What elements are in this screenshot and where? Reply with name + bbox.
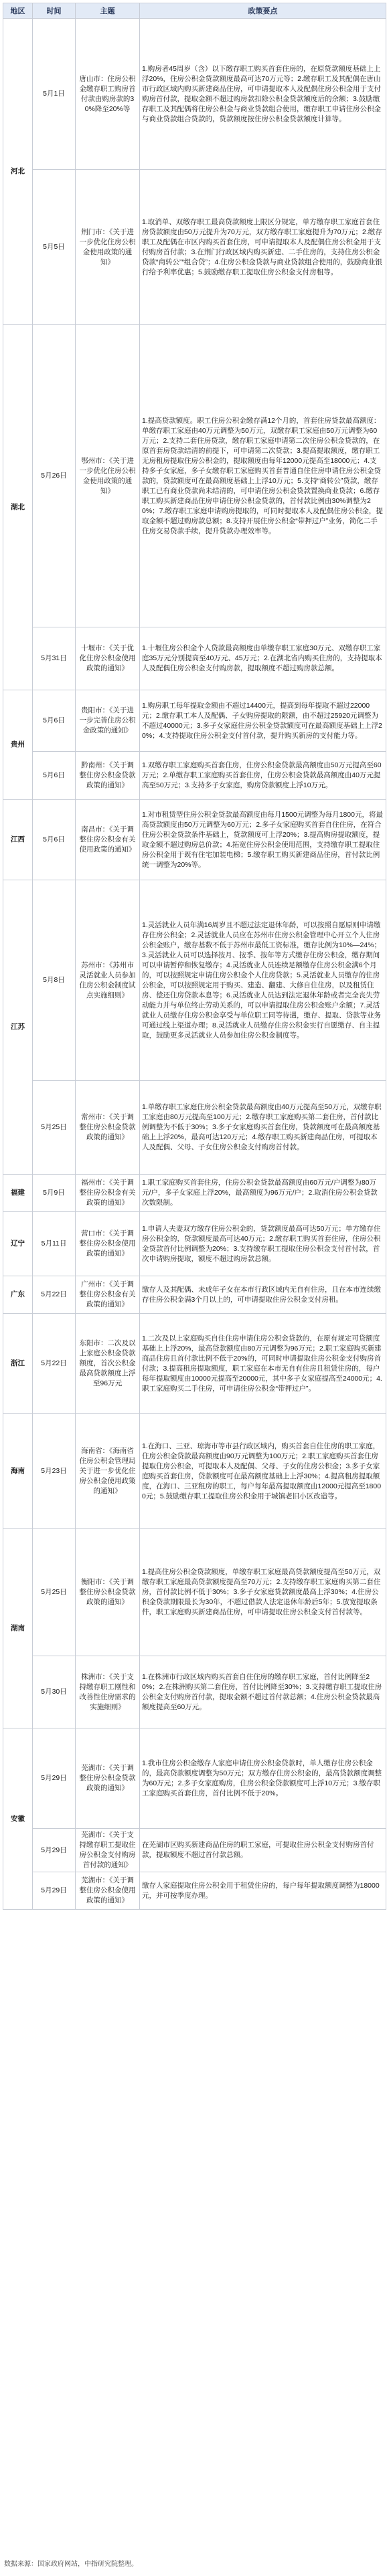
cell-date: 5月6日 xyxy=(33,690,76,752)
cell-region: 河北 xyxy=(3,19,33,325)
cell-detail: 1.购房职工每年提取金额由不超过14400元，提高到每年提取不超过22000元；2.缴存职工本人及配偶、子女购房提取的限额，由不超过25920元调整为不超过40000元；3.多子女家庭住房公积金贷款额度可在最高额度基础上上浮20%；4.支持提取住房公积金支付首付款，提升购买新房的支付能力等。 xyxy=(140,690,386,752)
cell-region: 广东 xyxy=(3,1276,33,1314)
cell-detail: 1.职工家庭购买首套住房，住房公积金贷款最高额度由60万元/户调整为80万元/户，多子女家庭上浮20%，最高额度为96万元/户；2.取消住房公积金贷款次数限制。 xyxy=(140,1175,386,1212)
cell-detail: 1.购房者45周岁（含）以下缴存职工购买首套住房的，在原贷款额度基础上上浮20%，住房公积金贷款额度最高可达70万元等；2.缴存职工及其配偶在唐山市行政区域内购买新建商品住房，可申请提取本人及配偶住房公积金用于支付购房首付款，提取金额不超过购房款扣除公积金贷款额度后的余额；3.鼓励缴存职工及其配偶将住房公积金与商业贷款组合使用，缴存职工申请住房公积金与商业贷款组合贷款的，贷款额度按住房公积金贷款额度计算等。 xyxy=(140,19,386,170)
policy-table xyxy=(3,3,386,1910)
table-row xyxy=(3,1656,386,1728)
cell-subject: 海南省：《海南省住房公积金管理局关于进一步优化住房公积金使用政策的通知》 xyxy=(76,1414,140,1529)
cell-region: 贵州 xyxy=(3,690,33,800)
cell-date: 5月29日 xyxy=(33,1872,76,1910)
cell-region: 安徽 xyxy=(3,1728,33,1910)
table-row xyxy=(3,19,386,170)
header-date: 时间 xyxy=(33,3,76,19)
cell-date: 5月29日 xyxy=(33,1829,76,1872)
table-row xyxy=(3,1529,386,1656)
cell-detail: 1.十堰住房公积金个人贷款最高额度由单缴存职工家庭30万元、双缴存职工家庭35万元分别提高至40万元、45万元；2.在湖北省内购买住房的，支持提取本人及配偶住房公积金支付购房款，提取额度不超过购房款总额。 xyxy=(140,627,386,690)
cell-date: 5月6日 xyxy=(33,752,76,800)
cell-subject: 芜湖市：《关于调整住房公积金贷款政策的通知》 xyxy=(76,1728,140,1829)
table-row xyxy=(3,1081,386,1175)
cell-date: 5月22日 xyxy=(33,1314,76,1414)
cell-date: 5月8日 xyxy=(33,880,76,1081)
table-row xyxy=(3,325,386,627)
table-row xyxy=(3,800,386,880)
cell-detail: 1.提高住房公积金贷款额度，单缴存职工家庭最高贷款额度提高至50万元，双缴存职工家庭最高贷款额度提高至70万元；2.支持缴存职工家庭购买第二套住房，首付款比例不低于30%；3.多子女家庭贷款额度最高上浮30%；4.住房公积金贷款期限最长为30年，不超过借款人法定退休年龄后5年；5.放宽提取条件，职工家庭购买新建商品住房，可申请提取住房公积金支付首付款等。 xyxy=(140,1529,386,1656)
cell-subject: 唐山市：住房公积金缴存职工购房首付款由购房款的30%降至20%等 xyxy=(76,19,140,170)
table-body xyxy=(3,19,386,1910)
header-region: 地区 xyxy=(3,3,33,19)
cell-detail: 在芜湖市区购买新建商品住房的职工家庭，可提取住房公积金支付购房首付款，提取额度不超过首付款总额。 xyxy=(140,1829,386,1872)
table-row xyxy=(3,1829,386,1872)
cell-region: 江西 xyxy=(3,800,33,880)
cell-region: 福建 xyxy=(3,1175,33,1212)
cell-date: 5月23日 xyxy=(33,1414,76,1529)
cell-region: 湖南 xyxy=(3,1529,33,1728)
cell-subject: 鄂州市：《关于进一步优化住房公积金使用政策的通知》 xyxy=(76,325,140,627)
cell-detail: 1.在株洲市行政区域内购买首套自住住房的缴存职工家庭，首付比例降至20%；2.在株洲购买第二套住房，首付比例降至30%；3.支持缴存职工提取住房公积金支付购房首付款，提取金额不超过首付款总额；4.住房公积金贷款最高额度提高至60万元。 xyxy=(140,1656,386,1728)
cell-region: 辽宁 xyxy=(3,1212,33,1276)
cell-detail: 1.提高贷款额度。职工住房公积金缴存满12个月的，首套住房贷款最高额度：单缴存职工家庭由40万元调整为50万元，双缴存职工家庭由50万元调整为60万元；2.支持二套住房贷款，缴存职工家庭申请第二次住房公积金贷款的，在原首套房贷款结清的前提下，可申请第二次贷款；3.提高提取额度，缴存职工无房租房提取住房公积金的，提取额度由每年12000元提高至18000元；4.支持多子女家庭，多子女缴存职工家庭购买首套普通自住住房申请住房公积金贷款的，贷款额度可在最高额度基础上上浮10万元；5.支持“商转公”贷款，缴存职工已有商业贷款尚未结清的，可申请住房公积金贷款置换商业贷款；6.缴存职工购买新建商品住房申请住房公积金贷款的，首付款比例由30%调整为20%；7.缴存职工家庭申请购房提取的，可同时提取本人及配偶住房公积金，提取金额不超过购房款总额；8.支持开展住房公积金“带押过户”业务，简化二手住房交易贷款手续，提升贷款办理效率等。 xyxy=(140,325,386,627)
cell-date: 5月30日 xyxy=(33,1656,76,1728)
table-row xyxy=(3,1728,386,1829)
cell-detail: 1.我市住房公积金缴存人家庭申请住房公积金贷款时，单人缴存住房公积金的，最高贷款额度调整为50万元；双方缴存住房公积金的，最高贷款额度调整为60万元；2.多子女家庭购房，住房公积金贷款额度可上浮10万元；3.缴存职工家庭购买首套住房，首付比例不低于20%。 xyxy=(140,1728,386,1829)
cell-subject: 贵阳市：《关于进一步完善住房公积金政策的通知》 xyxy=(76,690,140,752)
cell-detail: 1.双缴存职工家庭购买首套住房，住房公积金贷款最高额度由50万元提高至60万元；2.单缴存职工家庭购买首套住房，住房公积金贷款最高额度由40万元提高至50万元；3.支持多子女家庭，购房贷款额度上浮10万元。 xyxy=(140,752,386,800)
table-row xyxy=(3,1212,386,1276)
cell-subject: 衡阳市：《关于调整住房公积金贷款政策的通知》 xyxy=(76,1529,140,1656)
table-row xyxy=(3,1414,386,1529)
cell-detail: 1.对市租赁型住房公积金贷款最高额度由每月1500元调整为每月1800元，将最高贷款额度由50万元调整为60万元；2.多子女家庭购买首套自住住房，在符合住房公积金贷款条件基础上，贷款额度可上浮20%；3.提高购房提取额度，提取金额不超过购房总价款；4.拓宽住房公积金使用范围，支持缴存职工提取住房公积金用于既有住宅加装电梯；5.缴存职工购买新建商品住房，首付款比例统一调整为20%等。 xyxy=(140,800,386,880)
cell-subject: 广州市：《关于调整住房公积金有关政策的通知》 xyxy=(76,1276,140,1314)
cell-detail: 1.单缴存职工家庭住房公积金贷款最高额度由40万元提高至50万元，双缴存职工家庭由80万元提高至100万元；2.缴存职工家庭购买第二套住房，首付款比例调整为不低于30%；3.多子女家庭购买首套住房，贷款额度可在最高额度基础上上浮20%，最高可达120万元；4.缴存职工购买新建商品住房，可提取本人及配偶、父母、子女住房公积金支付购房首付款。 xyxy=(140,1081,386,1175)
cell-date: 5月6日 xyxy=(33,800,76,880)
table-row xyxy=(3,752,386,800)
cell-subject: 常州市：《关于调整住房公积金贷款政策的通知》 xyxy=(76,1081,140,1175)
cell-subject: 东阳市：二次及以上家庭公积金贷款额度，首次公积金最高贷款额度上浮至96万元 xyxy=(76,1314,140,1414)
table-row xyxy=(3,880,386,1081)
cell-date: 5月26日 xyxy=(33,325,76,627)
cell-date: 5月25日 xyxy=(33,1529,76,1656)
cell-date: 5月11日 xyxy=(33,1212,76,1276)
table-row xyxy=(3,1175,386,1212)
cell-date: 5月29日 xyxy=(33,1728,76,1829)
cell-subject: 十堰市：《关于优化住房公积金使用政策的通知》 xyxy=(76,627,140,690)
cell-detail: 1.二次及以上家庭购买自住住房申请住房公积金贷款的，在原有规定可贷额度基础上上浮20%，最高贷款额度由80万元调整为96万元；2.职工家庭购买新建商品住房且首付款比例不低于20%的，可同时申请提取住房公积金支付购房首付款；3.提高租房提取额度，职工家庭在本市无自有住房且租赁住房的，每户每年提取额度由10000元提高至20000元，其中多子女家庭提高至24000元；4.职工家庭购买二手住房，可申请住房公积金“带押过户”。 xyxy=(140,1314,386,1414)
cell-date: 5月31日 xyxy=(33,627,76,690)
cell-subject: 芜湖市：《关于支持缴存职工提取住房公积金支付购房首付款的通知》 xyxy=(76,1829,140,1872)
table-row xyxy=(3,170,386,325)
table-header-row xyxy=(3,3,386,19)
cell-subject: 黔南州：《关于调整住房公积金贷款政策的通知》 xyxy=(76,752,140,800)
cell-subject: 南昌市：《关于调整住房公积金有关使用政策的通知》 xyxy=(76,800,140,880)
cell-region: 湖北 xyxy=(3,325,33,690)
cell-region: 江苏 xyxy=(3,880,33,1175)
cell-detail: 1.取消单、双缴存职工最高贷款额度上限区分规定，单方缴存职工家庭首套住房贷款额度由50万元提升为70万元，双方缴存职工家庭提升为70万元；2.缴存职工及配偶在市区内购买首套住房，可申请提取本人及配偶住房公积金用于支付购房首付款；3.在荆门行政区域内购买新建、二手住房的，支持住房公积金贷款“商转公”“组合贷”；4.住房公积金贷款与商业贷款组合使用的，鼓励商业银行给予利率优惠；5.鼓励缴存职工提取住房公积金支付房租等。 xyxy=(140,170,386,325)
table-row xyxy=(3,690,386,752)
header-detail: 政策要点 xyxy=(140,3,386,19)
cell-subject: 荆门市：《关于进一步优化住房公积金使用政策的通知》 xyxy=(76,170,140,325)
header-subject: 主题 xyxy=(76,3,140,19)
cell-detail: 1.申请人夫妻双方缴存住房公积金的，贷款额度最高可达50万元；单方缴存住房公积金的，贷款额度最高可达40万元；2.缴存职工购买首套住房，住房公积金贷款首付比例调整为20%；3.支持缴存职工提取住房公积金支付首付款，首次申请购房提取，额度不超过购房款总额。 xyxy=(140,1212,386,1276)
table-row xyxy=(3,627,386,690)
table-row xyxy=(3,1314,386,1414)
cell-subject: 福州市：《关于调整住房公积金有关政策的通知》 xyxy=(76,1175,140,1212)
cell-detail: 缴存人家庭提取住房公积金用于租赁住房的，每户每年提取额度调整为18000元，并可按季度办理。 xyxy=(140,1872,386,1910)
cell-region: 海南 xyxy=(3,1414,33,1529)
cell-detail: 缴存人及其配偶、未成年子女在本市行政区域内无自有住房，且在本市连续缴存住房公积金满3个月以上的，可申请提取住房公积金支付房租。 xyxy=(140,1276,386,1314)
cell-date: 5月9日 xyxy=(33,1175,76,1212)
cell-date: 5月1日 xyxy=(33,19,76,170)
cell-date: 5月25日 xyxy=(33,1081,76,1175)
cell-subject: 株洲市：《关于支持缴存职工刚性和改善性住房需求的实施细则》 xyxy=(76,1656,140,1728)
cell-subject: 营口市：《关于调整住房公积金使用政策的通知》 xyxy=(76,1212,140,1276)
cell-subject: 苏州市：《苏州市灵活就业人员参加住房公积金制度试点实施细则》 xyxy=(76,880,140,1081)
table-row xyxy=(3,1276,386,1314)
cell-detail: 1.灵活就业人员年满16周岁且不超过法定退休年龄，可以按照自愿原则申请缴存住房公积金；2.灵活就业人员应在苏州市住房公积金管理中心开立个人住房公积金账户，缴存基数不低于苏州市最低工资标准，缴存比例为10%—24%；3.灵活就业人员可以选择按月、按季、按年等方式缴存住房公积金，缴存期间可以申请暂停和恢复缴存；4.灵活就业人员连续足额缴存住房公积金满6个月的，可以按照规定申请住房公积金个人住房贷款；5.灵活就业人员缴存的住房公积金，可以按照规定用于购买、建造、翻建、大修自住住房，以及租赁住房、偿还住房贷款本息等；6.灵活就业人员达到法定退休年龄或者完全丧失劳动能力并与单位终止劳动关系的，可以申请提取住房公积金账户余额；7.灵活就业人员缴存住房公积金享受与单位职工同等待遇，缴存、提取、贷款等业务可通过线上渠道办理；8.灵活就业人员缴存住房公积金实行自愿缴存、自主提取，鼓励更多灵活就业人员参加住房公积金制度等。 xyxy=(140,880,386,1081)
cell-date: 5月22日 xyxy=(33,1276,76,1314)
policy-page xyxy=(0,3,389,2576)
cell-detail: 1.在海口、三亚、琼海市等市县行政区域内，购买首套自住住房的职工家庭，住房公积金贷款最高额度由90万元调整为100万元；2.职工家庭购买首套住房提取住房公积金，可提取本人及配偶、父母、子女的住房公积金；3.多子女家庭购买首套住房，贷款额度可在最高额度基础上上浮30%；4.提高租房提取额度，在海口、三亚租房的职工，每户每年最高提取额度由12000元提高至18000元；5.鼓励缴存职工提取住房公积金用于城镇老旧小区改造等。 xyxy=(140,1414,386,1529)
cell-date: 5月5日 xyxy=(33,170,76,325)
cell-subject: 芜湖市：《关于调整住房公积金使用政策的通知》 xyxy=(76,1872,140,1910)
cell-region: 浙江 xyxy=(3,1314,33,1414)
data-source-note: 数据来源：国家政府网站，中指研究院整理。 xyxy=(4,2561,138,2568)
table-row xyxy=(3,1872,386,1910)
